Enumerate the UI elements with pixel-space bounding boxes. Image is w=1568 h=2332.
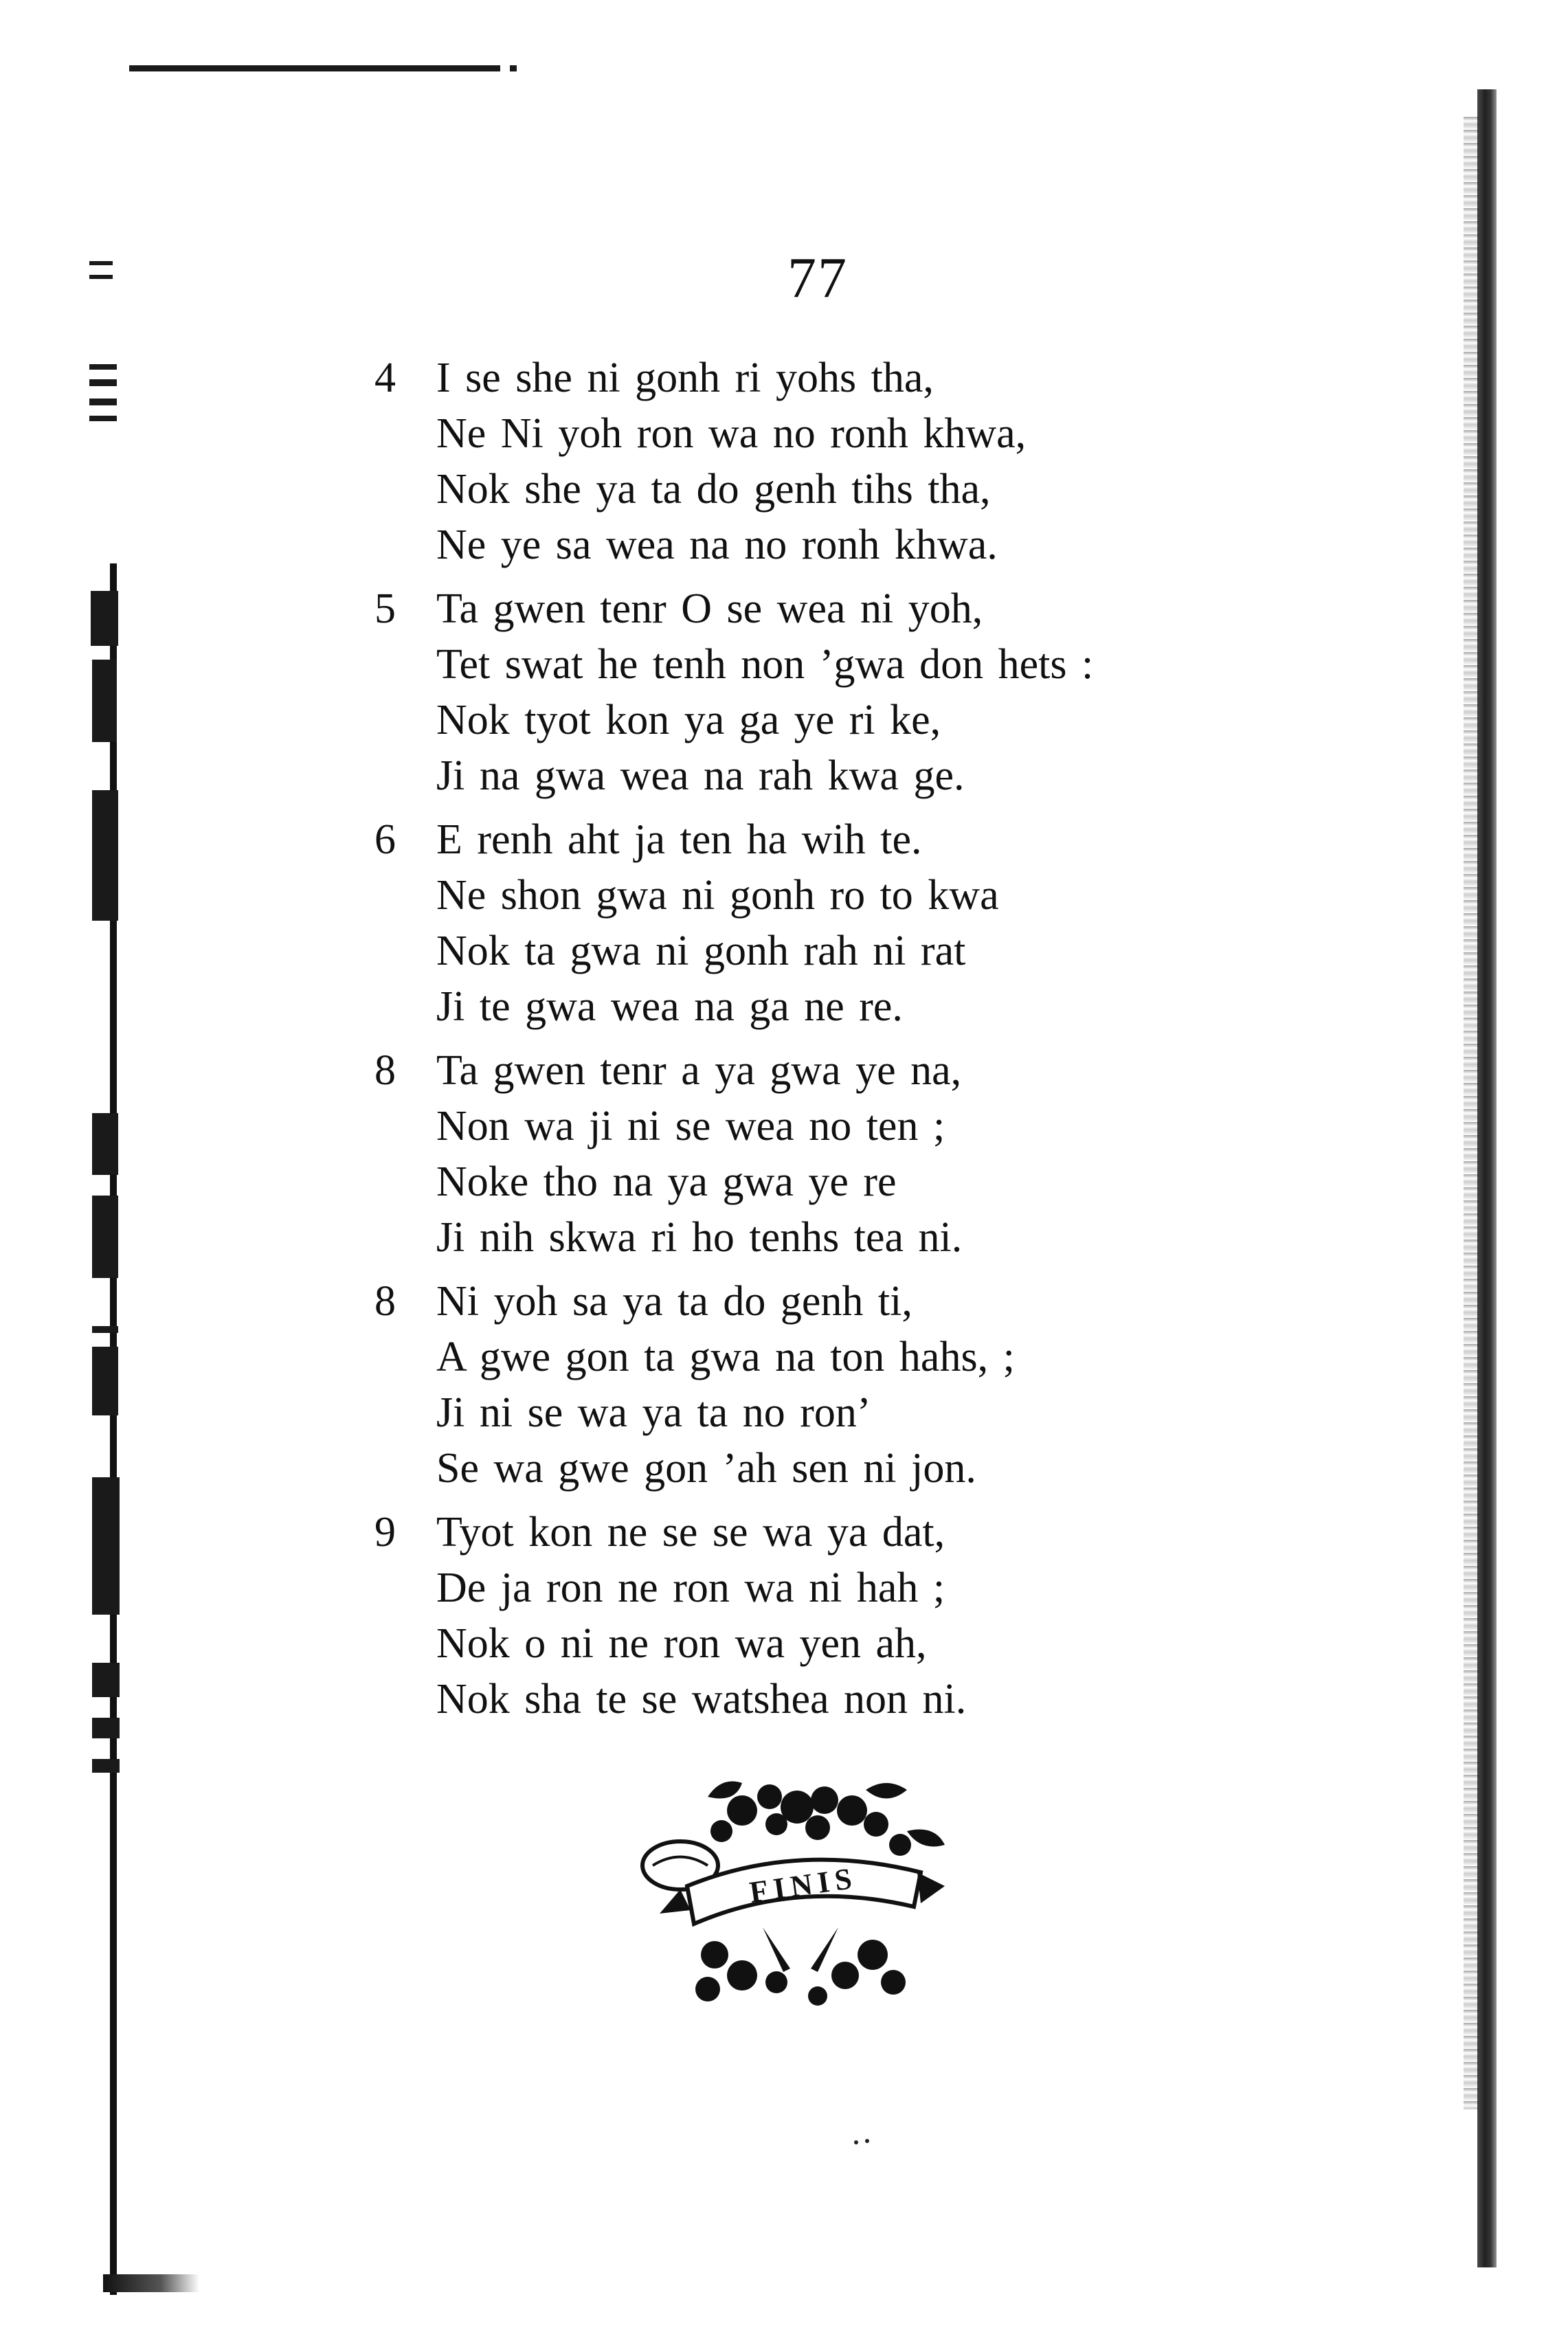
verse-line: Ne ye sa wea na no ronh khwa. <box>436 522 998 568</box>
finis-ornament-icon <box>639 1769 962 2017</box>
page-number: 77 <box>787 246 848 310</box>
verse-line: E renh aht ja ten ha wih te. <box>436 816 922 863</box>
verse-line: Ta gwen tenr a ya gwa ye na, <box>436 1047 962 1094</box>
verse-line: Tyot kon ne se se wa ya dat, <box>436 1509 945 1556</box>
verse-line: Ni yoh sa ya ta do genh ti, <box>436 1278 912 1325</box>
stanza-number: 6 <box>374 816 396 863</box>
verse-line: Noke tho na ya gwa ye re <box>436 1158 897 1205</box>
verse-line: Nok tyot kon ya ga ye ri ke, <box>436 697 941 743</box>
stanza <box>374 1043 1336 1266</box>
scan-left-edge-foot <box>103 2274 199 2292</box>
verse-line: Ji te gwa wea na ga ne re. <box>436 983 903 1030</box>
verse-line: Ji na gwa wea na rah kwa ge. <box>436 752 965 799</box>
stanza-number: 8 <box>374 1278 396 1325</box>
verse-line: De ja ron ne ron wa ni hah ; <box>436 1565 945 1611</box>
verse-line: Ne shon gwa ni gonh ro to kwa <box>436 872 999 919</box>
verse-line: Non wa ji ni se wea no ten ; <box>436 1103 945 1150</box>
verse-line: Nok o ni ne ron wa yen ah, <box>436 1620 927 1667</box>
stanza-number: 5 <box>374 585 396 632</box>
verse-line: Tet swat he tenh non ’gwa don hets : <box>436 641 1094 688</box>
stanza <box>374 1505 1336 1727</box>
verse-line: Nok sha te se watshea non ni. <box>436 1676 967 1723</box>
scan-margin-marks <box>76 254 131 1903</box>
verse-line: A gwe gon ta gwa na ton hahs, ; <box>436 1334 1015 1380</box>
verse-line: Nok she ya ta do genh tihs tha, <box>436 466 991 513</box>
verse-line: Ji ni se wa ya ta no ron’ <box>436 1389 871 1436</box>
verse-line: Ne Ni yoh ron wa no ronh khwa, <box>436 410 1027 457</box>
hymn-body <box>374 350 1336 1736</box>
stanza <box>374 350 1336 573</box>
scan-top-dot <box>510 65 517 71</box>
finis-banner-text: FINIS <box>747 1861 860 1909</box>
stanza-number: 8 <box>374 1047 396 1094</box>
verse-line: Nok ta gwa ni gonh rah ni rat <box>436 928 966 974</box>
verse-line: I se she ni gonh ri yohs tha, <box>436 355 934 401</box>
scan-dots <box>852 2137 880 2146</box>
stanza-number: 4 <box>374 355 396 401</box>
stanza <box>374 812 1336 1035</box>
verse-line: Ta gwen tenr O se wea ni yoh, <box>436 585 983 632</box>
stanza <box>374 1274 1336 1496</box>
stanza-number: 9 <box>374 1509 396 1556</box>
scan-right-edge <box>1477 89 1497 2267</box>
verse-line: Ji nih skwa ri ho tenhs tea ni. <box>436 1214 963 1261</box>
scan-right-edge-fringe <box>1464 117 1479 2109</box>
scan-top-rule <box>129 65 500 71</box>
stanza <box>374 581 1336 804</box>
verse-line: Se wa gwe gon ’ah sen ni jon. <box>436 1445 976 1492</box>
